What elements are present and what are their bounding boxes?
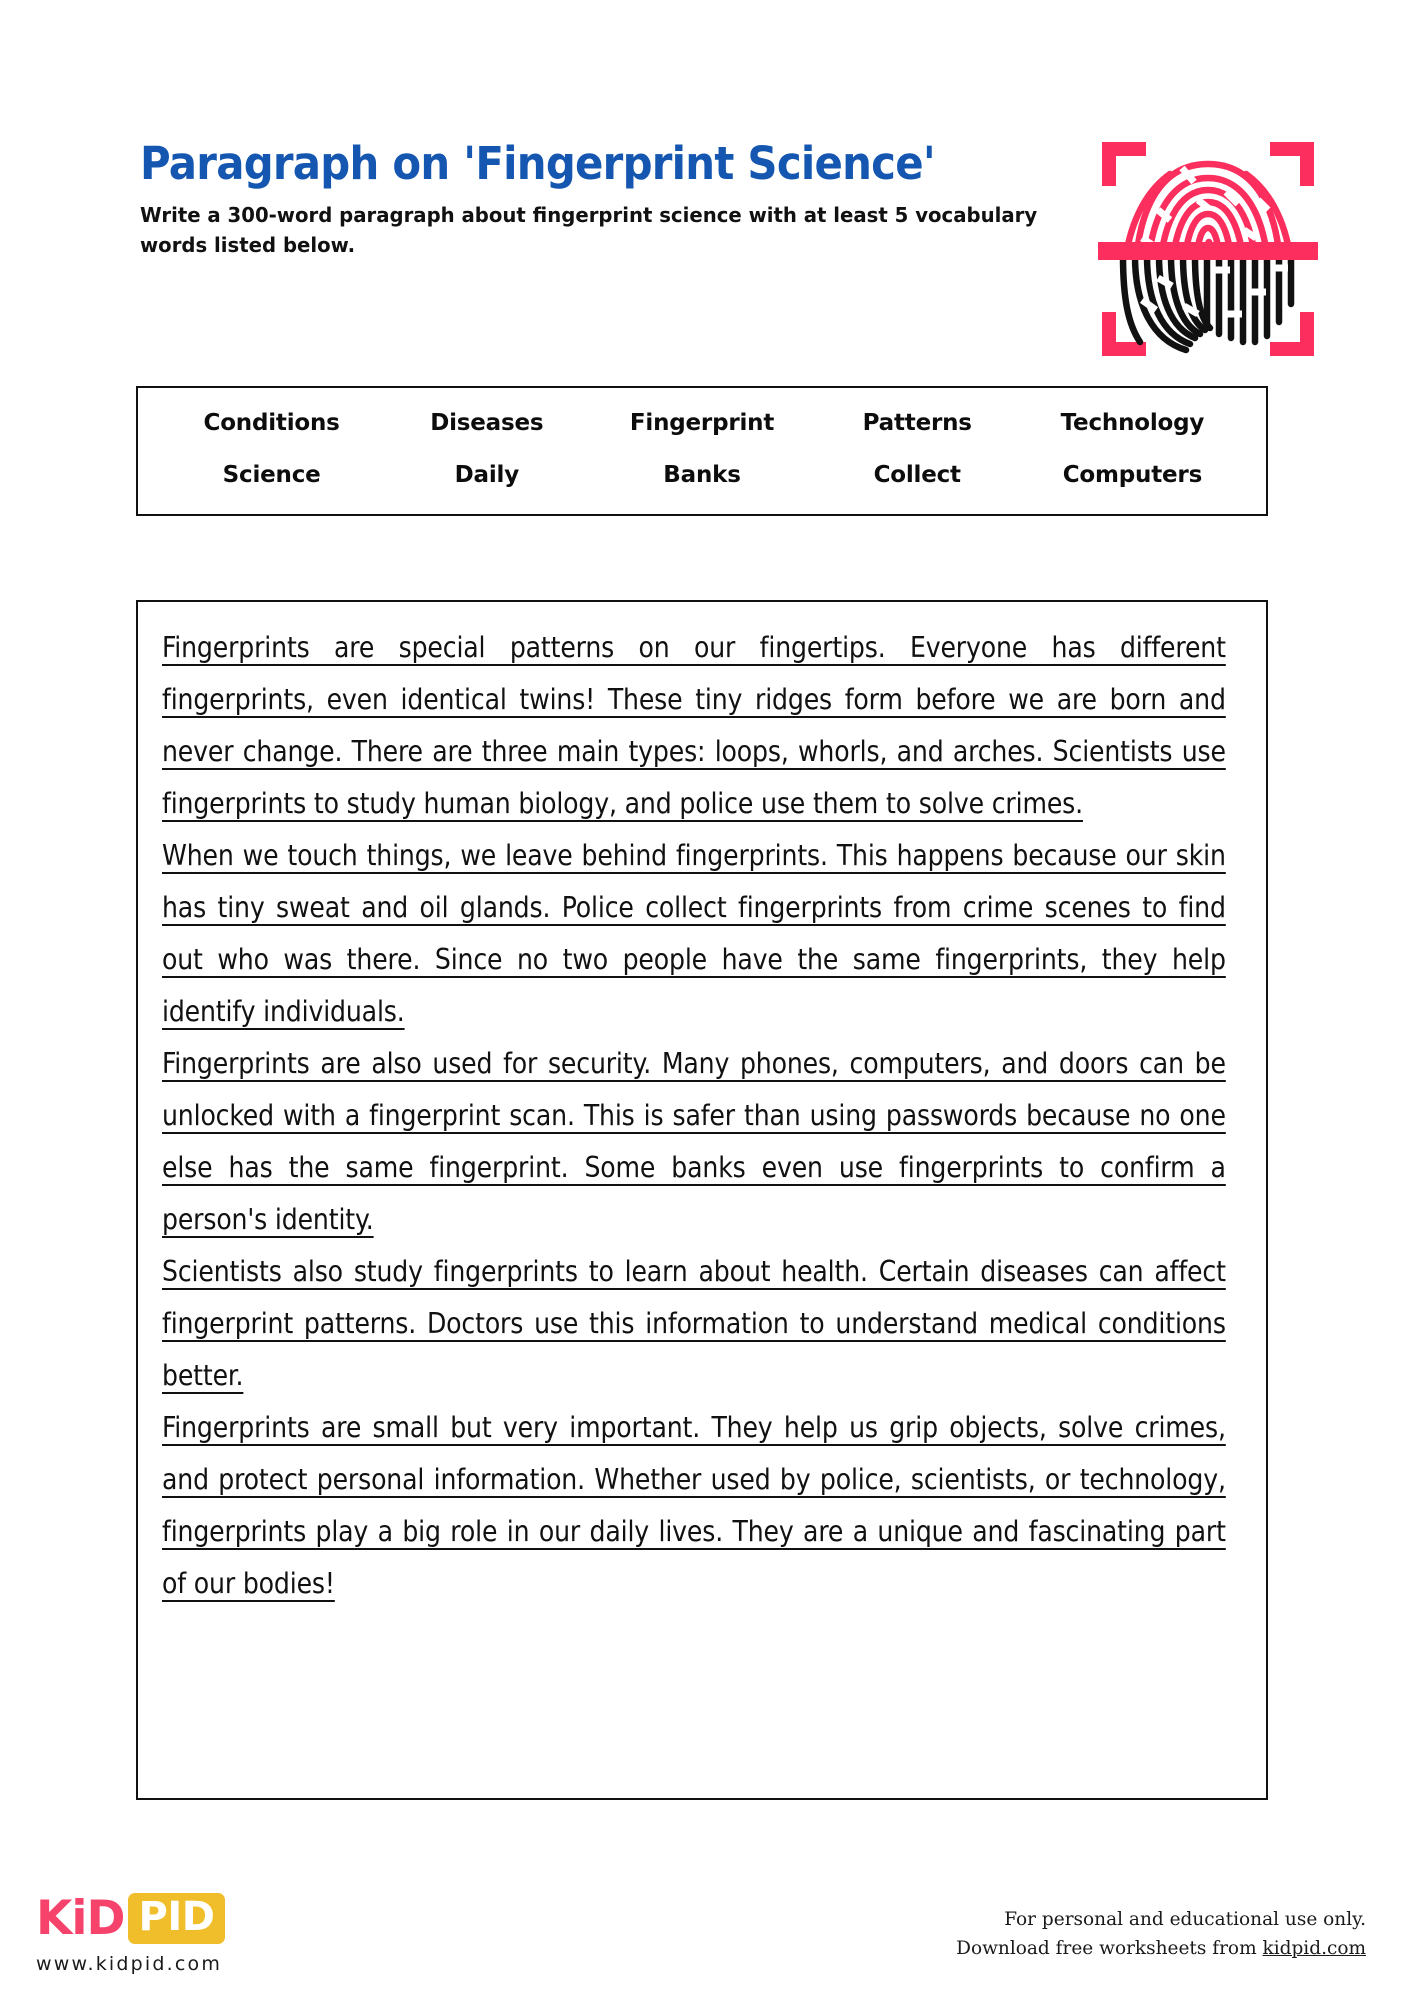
logo-pid-text: PID <box>128 1893 226 1944</box>
footer-note-prefix: Download free worksheets from <box>956 1937 1263 1959</box>
paragraph-text: When we touch things, we leave behind fingerprints. This happens because our skin has tiny sweat and oil glands. Police collect fingerprints from crime scenes to find out who was there. Since no two people have the same fingerprints, they help identify individuals. <box>162 839 1226 1028</box>
vocabulary-word-bank <box>136 386 1268 516</box>
vocabulary-word: Diseases <box>430 410 544 436</box>
paragraph-text: Fingerprints are special patterns on our fingertips. Everyone has different fingerprints, even identical twins! These tiny ridges form before we are born and never change. There are three main types: loops, whorls, and arches. Scientists use fingerprints to study human biology, and police use them to solve crimes. <box>162 631 1226 820</box>
paragraph-text: Fingerprints are also used for security. Many phones, computers, and doors can be unlocked with a fingerprint scan. This is safer than using passwords because no one else has the same fingerprint. Some banks even use fingerprints to confirm a person's identity. <box>162 1047 1226 1236</box>
kidpid-link[interactable]: kidpid.com <box>1262 1937 1366 1959</box>
vocabulary-word: Patterns <box>862 410 972 436</box>
vocabulary-word: Collect <box>873 462 961 488</box>
vocabulary-word: Banks <box>663 462 741 488</box>
paragraph-text: Fingerprints are small but very important. They help us grip objects, solve crimes, and protect personal information. Whether used by police, scientists, or technology, fingerprints play a big role in our daily lives. They are a unique and fascinating part of our bodies! <box>162 1411 1226 1600</box>
kidpid-logo <box>36 1892 366 1975</box>
vocabulary-word: Computers <box>1062 462 1203 488</box>
fingerprint-scanner-icon <box>1098 138 1318 360</box>
worksheet-header <box>140 137 1100 261</box>
logo-kid-text: KiD <box>36 1890 125 1946</box>
logo-website-url: www.kidpid.com <box>36 1953 223 1975</box>
logo-wordmark <box>36 1892 366 1944</box>
footer-note-line-2 <box>956 1935 1366 1964</box>
paragraph-answer-box[interactable] <box>136 600 1268 1800</box>
page-title: Paragraph on 'Fingerprint Science' <box>140 137 935 190</box>
scanner-scanline <box>1098 242 1318 260</box>
paragraph-text: Scientists also study fingerprints to learn about health. Certain diseases can affect fingerprint patterns. Doctors use this information to understand medical conditions better. <box>162 1255 1226 1392</box>
word-bank-row <box>164 462 1240 488</box>
footer-note-line-1: For personal and educational use only. <box>1004 1909 1366 1930</box>
vocabulary-word: Science <box>222 462 321 488</box>
vocabulary-word: Daily <box>454 462 519 488</box>
word-bank-row <box>164 410 1240 436</box>
vocabulary-word: Conditions <box>203 410 340 436</box>
page-instructions: Write a 300-word paragraph about fingerprint science with at least 5 vocabulary words listed below. <box>140 203 1038 257</box>
footer-usage-note <box>956 1906 1366 1963</box>
vocabulary-word: Fingerprint <box>629 410 775 436</box>
vocabulary-word: Technology <box>1060 410 1205 436</box>
